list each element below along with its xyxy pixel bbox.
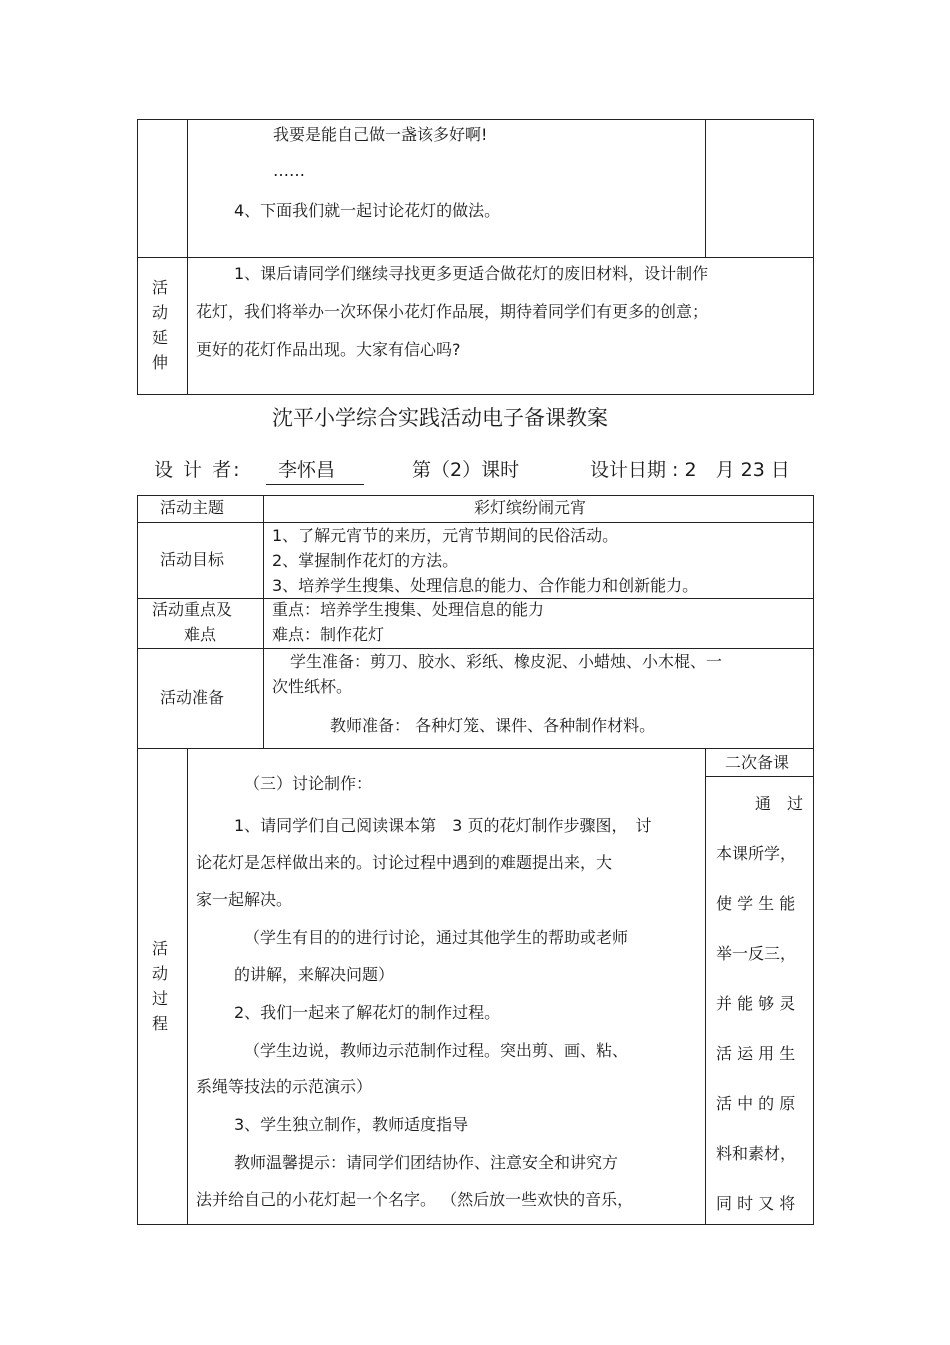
key-points-label: 活动重点及: [152, 600, 233, 619]
process-label-char: 过: [151, 989, 168, 1008]
design-date: 设计日期 : 2 月 23 日: [590, 459, 790, 481]
designer-label: 设 计 者:: [154, 459, 242, 481]
extension-label-char: 活: [151, 278, 168, 297]
process-label-char: 程: [151, 1014, 168, 1033]
process-line: 法并给自己的小花灯起一个名字。 （然后放一些欢快的音乐，: [196, 1190, 634, 1209]
process-label-char: 活: [151, 939, 168, 958]
key-points-label-2: 难点: [184, 625, 217, 644]
goal-item: 1、了解元宵节的来历，元宵节期间的民俗活动。: [272, 526, 619, 545]
second-prep-line: 举一反三，: [716, 944, 797, 963]
process-line: 2、我们一起来了解花灯的制作过程。: [234, 1003, 501, 1022]
process-label-char: 动: [151, 964, 168, 983]
extension-line: 1、课后请同学们继续寻找更多更适合做花灯的废旧材料，设计制作: [234, 264, 709, 283]
extension-line: 更好的花灯作品出现。大家有信心吗?: [196, 340, 461, 359]
student-preparation: 学生准备：剪刀、胶水、彩纸、橡皮泥、小蜡烛、小木棍、一: [290, 652, 723, 671]
key-point: 重点：培养学生搜集、处理信息的能力: [272, 600, 545, 619]
process-line: 1、请同学们自己阅读课本第 3 页的花灯制作步骤图， 讨: [234, 816, 652, 835]
process-line: （三）讨论制作：: [244, 774, 373, 793]
second-prep-line: 使 学 生 能: [716, 894, 796, 913]
theme-value: 彩灯缤纷闹元宵: [474, 498, 587, 517]
extension-label-char: 伸: [151, 353, 168, 372]
second-prep-line: 同 时 又 将: [716, 1194, 796, 1213]
extension-label-char: 延: [151, 328, 168, 347]
goal-item: 3、培养学生搜集、处理信息的能力、合作能力和创新能力。: [272, 576, 699, 595]
second-prep-line: 本课所学，: [716, 844, 797, 863]
continuation-text-1: 我要是能自己做一盏该多好啊!: [273, 125, 488, 144]
process-line: 论花灯是怎样做出来的。讨论过程中遇到的难题提出来，大: [196, 853, 613, 872]
process-line: 的讲解，来解决问题）: [234, 965, 395, 984]
second-prep-line: 活 运 用 生: [716, 1044, 796, 1063]
process-line: 家一起解决。: [196, 890, 293, 909]
hard-point: 难点：制作花灯: [272, 625, 385, 644]
process-line: 3、学生独立制作，教师适度指导: [234, 1115, 469, 1134]
process-line: （学生边说，教师边示范制作过程。突出剪、画、粘、: [244, 1041, 629, 1060]
second-prep-line: 并 能 够 灵: [716, 994, 796, 1013]
preparation-label: 活动准备: [160, 688, 225, 707]
theme-label: 活动主题: [160, 498, 225, 517]
second-prep-line: 活 中 的 原: [716, 1094, 796, 1113]
second-prep-label: 二次备课: [725, 753, 790, 772]
lesson-number: 第（2）课时: [412, 459, 520, 481]
designer-underline: [266, 484, 364, 485]
continuation-step-4: 4、下面我们就一起讨论花灯的做法。: [234, 201, 501, 220]
goal-label: 活动目标: [160, 550, 225, 569]
process-line: （学生有目的的进行讨论，通过其他学生的帮助或老师: [244, 928, 629, 947]
process-line: 系绳等技法的示范演示）: [196, 1077, 373, 1096]
teacher-preparation: 教师准备： 各种灯笼、课件、各种制作材料。: [330, 716, 656, 735]
process-line: 教师温馨提示：请同学们团结协作、注意安全和讲究方: [234, 1153, 619, 1172]
extension-line: 花灯，我们将举办一次环保小花灯作品展，期待着同学们有更多的创意；: [196, 302, 709, 321]
student-preparation-cont: 次性纸杯。: [272, 677, 353, 696]
second-prep-line: 通 过: [755, 794, 804, 813]
goal-item: 2、掌握制作花灯的方法。: [272, 551, 459, 570]
continuation-ellipsis: ……: [273, 161, 305, 180]
document-title: 沈平小学综合实践活动电子备课教案: [272, 406, 608, 430]
extension-label-char: 动: [151, 303, 168, 322]
designer-name: 李怀昌: [278, 459, 336, 481]
second-prep-line: 料和素材，: [716, 1144, 797, 1163]
